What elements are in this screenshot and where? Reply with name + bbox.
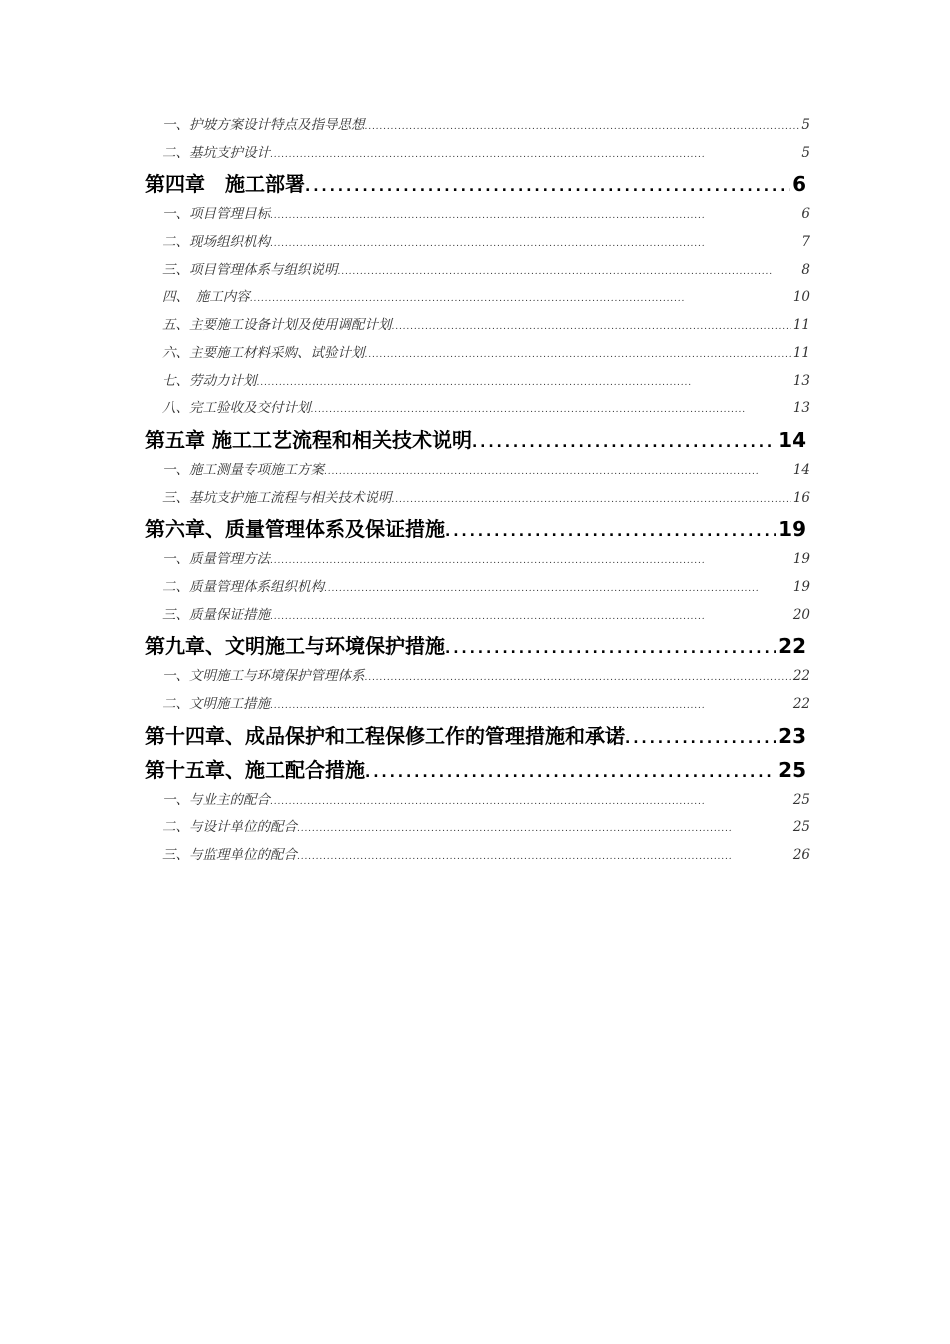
dot-leader — [257, 368, 791, 396]
toc-page-number: 16 — [792, 489, 810, 506]
toc-section-entry[interactable] — [145, 787, 810, 815]
toc-entry-title: 二、现场组织机构 — [162, 234, 270, 251]
toc-chapter-entry[interactable] — [145, 512, 810, 546]
toc-entry-title: 六、主要施工材料采购、试验计划 — [162, 344, 365, 361]
toc-entry-title: 第十五章、施工配合措施 — [145, 757, 365, 782]
toc-section-entry[interactable] — [145, 814, 810, 842]
toc-entry-title: 第四章 施工部署 — [145, 172, 305, 197]
toc-section-entry[interactable] — [145, 691, 810, 719]
toc-page-number: 25 — [792, 819, 810, 836]
toc-page-number: 19 — [792, 578, 810, 595]
toc-chapter-entry[interactable] — [145, 753, 810, 787]
toc-page-number: 11 — [792, 317, 810, 334]
toc-entry-title: 第九章、文明施工与环境保护措施 — [145, 634, 445, 659]
toc-section-entry[interactable] — [145, 663, 810, 691]
dot-leader — [270, 229, 799, 257]
dot-leader — [270, 140, 799, 168]
toc-chapter-entry[interactable] — [145, 629, 810, 663]
dot-leader — [250, 284, 791, 312]
dot-leader — [297, 814, 791, 842]
dot-leader — [324, 574, 791, 602]
toc-entry-title: 第六章、质量管理体系及保证措施 — [145, 517, 445, 542]
toc-section-entry[interactable] — [145, 201, 810, 229]
toc-entry-title: 第五章 施工工艺流程和相关技术说明 — [145, 427, 472, 452]
toc-entry-title: 三、质量保证措施 — [162, 606, 270, 623]
toc-section-entry[interactable] — [145, 395, 810, 423]
toc-section-entry[interactable] — [145, 284, 810, 312]
toc-page-number: 22 — [778, 634, 806, 659]
dot-leader — [365, 112, 800, 140]
toc-page-number: 14 — [792, 461, 810, 478]
dot-leader — [270, 602, 791, 630]
toc-entry-title: 一、质量管理方法 — [162, 551, 270, 568]
toc-section-entry[interactable] — [145, 257, 810, 285]
dot-leader — [365, 340, 791, 368]
toc-section-entry[interactable] — [145, 368, 810, 396]
dot-leader — [270, 787, 791, 815]
dot-leader — [297, 842, 791, 870]
toc-section-entry[interactable] — [145, 340, 810, 368]
toc-page-number: 22 — [792, 668, 810, 685]
toc-entry-title: 一、项目管理目标 — [162, 206, 270, 223]
dot-leader — [338, 257, 800, 285]
toc-entry-title: 一、施工测量专项施工方案 — [162, 461, 324, 478]
toc-section-entry[interactable] — [145, 546, 810, 574]
toc-page-number: 5 — [801, 144, 810, 161]
toc-page-number: 10 — [792, 289, 810, 306]
toc-page-number: 20 — [792, 606, 810, 623]
toc-entry-title: 二、文明施工措施 — [162, 696, 270, 712]
toc-entry-title: 一、文明施工与环境保护管理体系 — [162, 668, 365, 685]
toc-entry-title: 五、主要施工设备计划及使用调配计划 — [162, 317, 392, 334]
dot-leader — [625, 719, 776, 753]
toc-entry-title: 第十四章、成品保护和工程保修工作的管理措施和承诺 — [145, 723, 625, 748]
toc-page-number: 6 — [792, 172, 806, 197]
dot-leader — [365, 663, 791, 691]
toc-chapter-entry[interactable] — [145, 719, 810, 753]
toc-section-entry[interactable] — [145, 312, 810, 340]
toc-page-number: 26 — [792, 847, 810, 864]
toc-page-number: 23 — [778, 723, 806, 748]
toc-chapter-entry[interactable] — [145, 423, 810, 457]
toc-section-entry[interactable] — [145, 842, 810, 870]
toc-section-entry[interactable] — [145, 229, 810, 257]
dot-leader — [270, 691, 791, 719]
toc-page-number: 19 — [792, 551, 810, 568]
toc-entry-title: 三、基坑支护施工流程与相关技术说明 — [162, 489, 392, 506]
toc-page-number: 19 — [778, 517, 806, 542]
toc-entry-title: 一、与业主的配合 — [162, 791, 270, 808]
dot-leader — [445, 629, 776, 663]
toc-page-number: 25 — [778, 757, 806, 782]
dot-leader — [392, 312, 791, 340]
toc-page-number: 6 — [801, 206, 810, 223]
toc-entry-title: 四、 施工内容 — [162, 289, 250, 306]
dot-leader — [311, 395, 791, 423]
dot-leader — [392, 485, 791, 513]
toc-section-entry[interactable] — [145, 574, 810, 602]
toc-entry-title: 七、劳动力计划 — [162, 372, 257, 389]
toc-chapter-entry[interactable] — [145, 167, 810, 201]
toc-entry-title: 二、基坑支护设计 — [162, 144, 270, 161]
toc-page-number: 14 — [778, 427, 806, 452]
dot-leader — [270, 546, 791, 574]
toc-page-number: 5 — [801, 117, 810, 133]
toc-page-number: 25 — [792, 791, 810, 808]
toc-page-number: 13 — [792, 372, 810, 389]
dot-leader — [305, 167, 790, 201]
dot-leader — [270, 201, 799, 229]
toc-section-entry[interactable] — [145, 602, 810, 630]
toc-entry-title: 三、与监理单位的配合 — [162, 847, 297, 864]
toc-section-entry[interactable] — [145, 485, 810, 513]
toc-page-number: 7 — [801, 234, 810, 251]
dot-leader — [324, 457, 791, 485]
dot-leader — [365, 753, 776, 787]
toc-entry-title: 八、完工验收及交付计划 — [162, 400, 311, 417]
toc-page-number: 22 — [792, 696, 810, 712]
dot-leader — [472, 423, 776, 457]
toc-entry-title: 一、护坡方案设计特点及指导思想 — [162, 117, 365, 133]
toc-section-entry[interactable] — [145, 457, 810, 485]
toc-page-number: 8 — [801, 261, 810, 278]
dot-leader — [445, 512, 776, 546]
toc-page-number: 13 — [792, 400, 810, 417]
toc-page-number: 11 — [792, 344, 810, 361]
toc-section-entry[interactable] — [145, 140, 810, 168]
toc-entry-title: 二、质量管理体系组织机构 — [162, 578, 324, 595]
toc-entry-title: 三、项目管理体系与组织说明 — [162, 261, 338, 278]
toc-section-entry[interactable] — [145, 112, 810, 140]
toc-entry-title: 二、与设计单位的配合 — [162, 819, 297, 836]
table-of-contents — [145, 112, 810, 870]
